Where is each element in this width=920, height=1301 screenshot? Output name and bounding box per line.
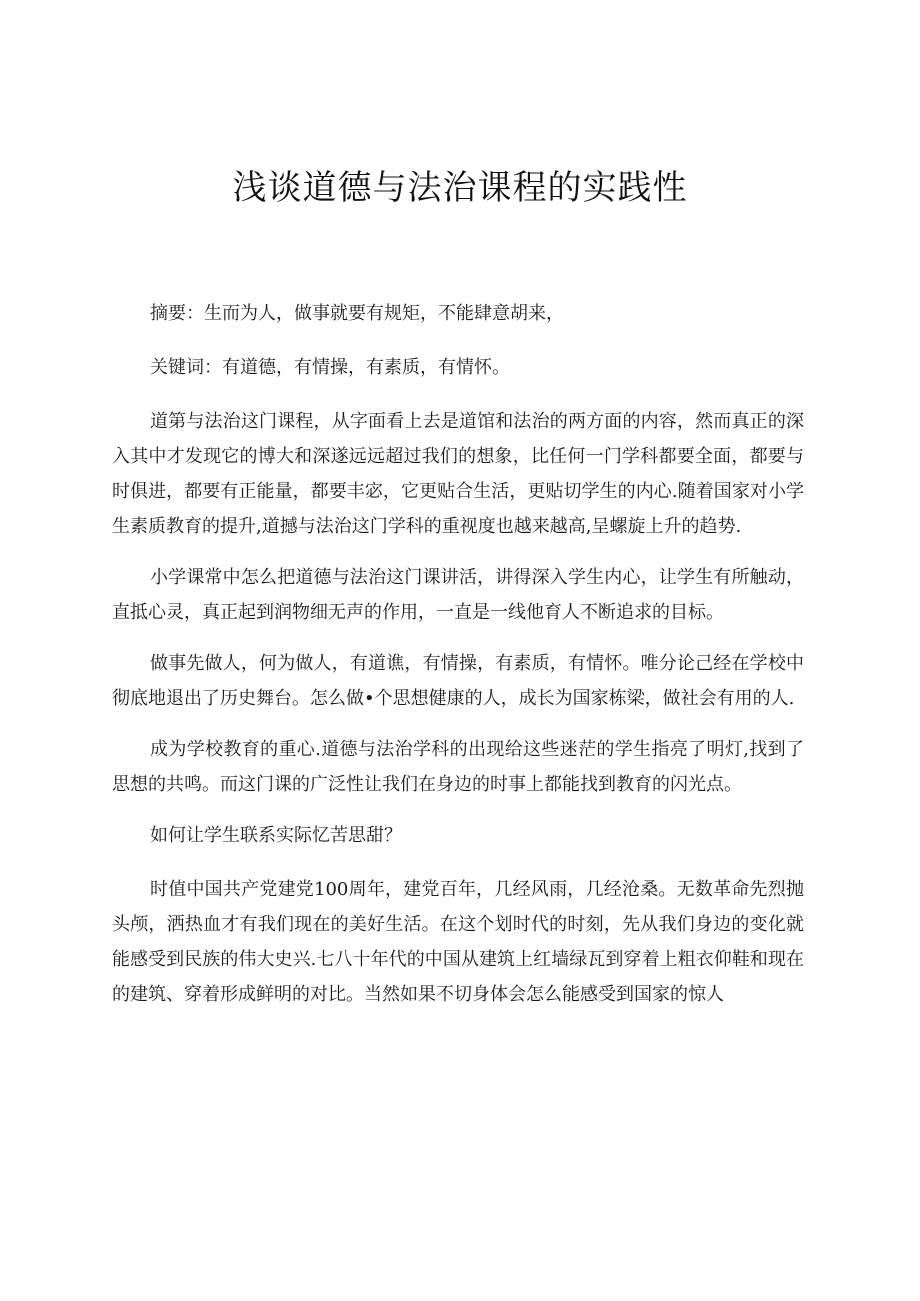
paragraph: 时值中国共产党建党100周年，建党百年，几经风雨，几经沧桑。无数革命先烈抛头颅，洒热血才有我们现在的美好生活。在这个划时代的时刻，先从我们身边的变化就能感受到民族的伟大史兴.七八十年代的中国从建筑上红墙绿瓦到穿着上粗衣仰鞋和现在的建筑、穿着形成鲜明的对比。当然如果不切身体会怎么能感受到国家的惊人 bbox=[112, 879, 804, 1005]
paragraph: 做事先做人，何为做人，有道谯，有情操，有素质，有情怀。唯分论己经在学校中彻底地退出了历史舞台。怎么做•个思想健康的人，成长为国家栋梁，做社会有用的人. bbox=[112, 653, 804, 709]
paragraph: 道第与法治这门课程，从字面看上去是道馆和法治的两方面的内容，然而真正的深入其中才发现它的博大和深遂远远超过我们的想象，比任何一门学科都要全面，都要与时俱进，都要有正能量，都要丰宓，它更贴合生活，更贴切学生的内心.随着国家对小学生素质教育的提升,道撼与法治这门学科的重视度也越来越高,呈螺旋上升的趋势. bbox=[112, 411, 804, 537]
keywords-line: 关键词：有道德，有情操，有素质，有情怀。 bbox=[150, 357, 510, 378]
paragraph: 如何让学生联系实际忆苦思甜？ bbox=[150, 825, 402, 846]
document-title: 浅谈道德与法治课程的实践性 bbox=[232, 168, 688, 208]
document-body bbox=[112, 296, 804, 1028]
paragraph: 小学课常中怎么把道德与法治这门课讲活，讲得深入学生内心，让学生有所触动，直抵心灵，真正起到润物细无声的作用，一直是一线他育人不断追求的目标。 bbox=[112, 567, 804, 623]
abstract-line: 摘要：生而为人，做事就要有规矩，不能肆意胡来， bbox=[150, 303, 564, 324]
paragraph: 成为学校教育的重心.道德与法治学科的出现给这些迷茫的学生指亮了明灯,找到了思想的共鸣。而这门课的广泛性让我们在身边的时事上都能找到教育的闪光点。 bbox=[112, 739, 804, 795]
